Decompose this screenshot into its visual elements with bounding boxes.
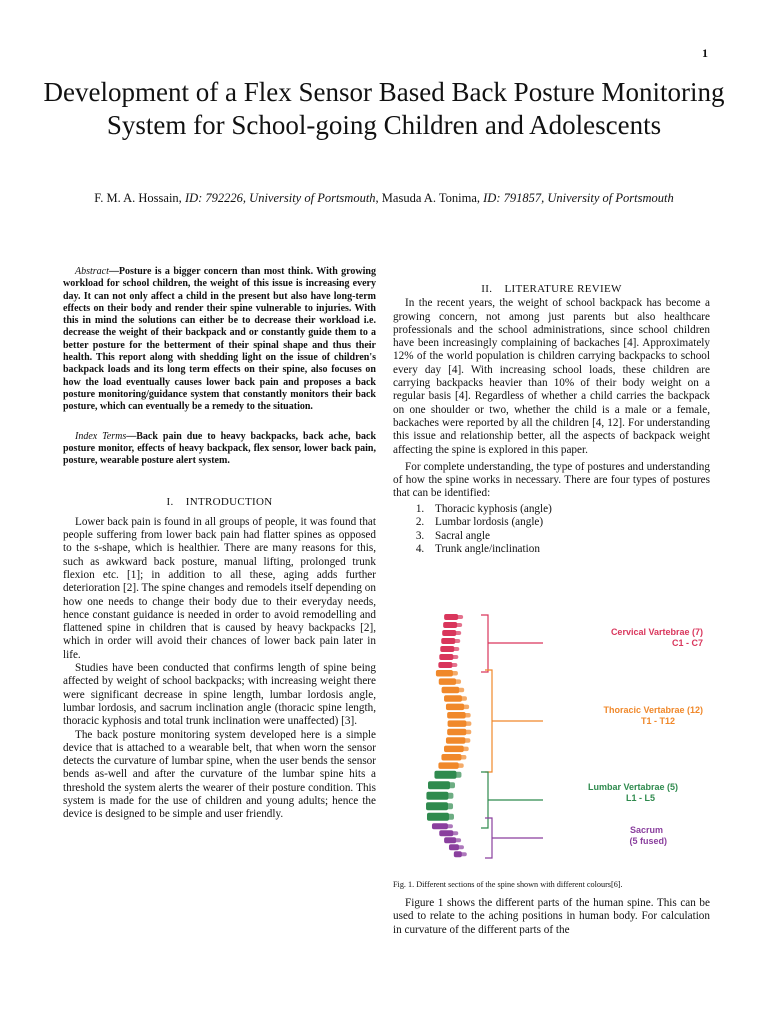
abstract-label: Abstract [75, 266, 109, 277]
vertebra [444, 614, 458, 620]
index-terms-dash: — [126, 430, 137, 442]
figure-caption: Fig. 1. Different sections of the spine shown with different colours[6]. [393, 880, 623, 889]
vertebra-process [462, 747, 469, 752]
vertebra-process [450, 663, 457, 667]
vertebra-process [454, 679, 461, 684]
vertebra [447, 729, 466, 736]
vertebra-process [454, 838, 461, 842]
cervical-bracket [481, 615, 488, 672]
author-line [80, 191, 688, 206]
lumbar-bracket [481, 772, 488, 828]
posture-types-list [393, 503, 710, 557]
vertebra-process [464, 730, 471, 735]
spine-diagram [393, 600, 710, 875]
vertebra [443, 622, 457, 628]
vertebra [439, 830, 453, 836]
vertebra [426, 802, 448, 810]
vertebra [427, 813, 449, 821]
vertebra [441, 754, 461, 761]
left-column [63, 266, 376, 822]
vertebra [439, 678, 456, 685]
vertebra [444, 695, 462, 702]
vertebra-process [456, 615, 463, 619]
intro-paragraph-3: The back posture monitoring system developed here is a simple device that is attached to a wearable belt, that when worn the sensor detects the curvature of lumbar spine, when the user bends the sensor bends as-well and after the curvature of the lumbar spine hits a threshold the system alerts the wearer of their posture condition. This system is made for the use of children and young adults; hence the device is designed to be simple and user friendly. [63, 728, 376, 821]
sacrum-range: (5 fused) [629, 836, 667, 846]
vertebra [441, 638, 455, 644]
list-item: 4. Trunk angle/inclination [427, 543, 710, 557]
cervical-label: Cervical Vartebrae (7) [610, 627, 703, 637]
vertebra [442, 630, 456, 636]
vertebra [444, 746, 464, 753]
vertebrae-group [426, 614, 471, 857]
vertebra-process [451, 831, 458, 835]
intro-paragraph-2: Studies have been conducted that confirms length of spine being affected by weight of school backpacks; with increasing weight there were significant decrease in spine length, lumbar lordosis angle, lumbar lordosis, and sacrum inclination angle (thoracic spine length, thoracic kyphosis and total trunk inclination were unaffected) [3]. [63, 662, 376, 728]
vertebra [448, 720, 467, 727]
vertebra-process [446, 793, 453, 799]
author-separator: , [375, 191, 379, 205]
vertebra-process [448, 782, 455, 788]
right-column [393, 283, 710, 557]
vertebra-process [462, 705, 469, 710]
vertebra-process [460, 696, 467, 701]
vertebra-process [459, 755, 466, 760]
vertebra [432, 823, 448, 829]
intro-paragraph-1: Lower back pain is found in all groups of people, it was found that people suffering from lower back pain had flatter spines as opposed to the s-shape, which is healthier. There are many reasons for this, such as awkward back posture, manual lifting, prolonged trunk flexion etc. [1]; in addition to all these, aging adds further deterioration [2]. The spine changes and remodels itself depending on how one needs to change their body due to their everyday needs, hence constant guidance is needed in order to avoid remodelling and flattened spine in children that is caused by heavy backpacks [2], which in order will avoid their chances of lower back pain later in life. [63, 515, 376, 661]
vertebra [439, 654, 453, 660]
thoracic-range: T1 - T12 [640, 716, 675, 726]
vertebra-process [454, 772, 461, 778]
page-number: 1 [702, 46, 708, 60]
vertebra-process [453, 639, 460, 643]
vertebra-process [447, 814, 454, 820]
vertebra-process [457, 763, 464, 768]
spine-figure [393, 600, 710, 875]
author-1-affiliation: ID: 792226, University of Portsmouth [184, 191, 376, 205]
vertebra-process [463, 738, 470, 743]
vertebra [442, 687, 460, 694]
vertebra [438, 662, 452, 668]
vertebra [428, 781, 450, 789]
vertebra-process [455, 623, 462, 627]
vertebra [436, 670, 453, 677]
vertebra [447, 712, 465, 719]
vertebra [426, 792, 448, 800]
author-1-name: F. M. A. Hossain, [94, 191, 182, 205]
abstract [63, 266, 376, 414]
sacrum-label: Sacrum [629, 825, 663, 835]
section-heading-literature-review: II. LITERATURE REVIEW [481, 283, 622, 295]
vertebra [438, 762, 458, 769]
figure-discussion-paragraph: Figure 1 shows the different parts of the human spine. This can be used to relate to the aching positions in human body. For calculation in curvature of the different parts of the [393, 897, 710, 936]
thoracic-label: Thoracic Vertabrae (12) [603, 705, 703, 715]
index-terms-text: Back pain due to heavy backpacks, back ache, back posture monitor, effects of heavy backpack, flex sensor, lower back pain, posture, wearable posture alert system. [63, 430, 376, 467]
vertebra-process [457, 845, 464, 849]
cervical-range: C1 - C7 [671, 638, 703, 648]
vertebra-process [446, 803, 453, 809]
abstract-dash: — [108, 266, 119, 277]
vertebra [440, 646, 454, 652]
author-2-name: Masuda A. Tonima, [381, 191, 480, 205]
right-column-continued [393, 897, 710, 937]
list-item: 1. Thoracic kyphosis (angle) [427, 503, 710, 517]
vertebra-process [464, 713, 471, 718]
vertebra-process [464, 721, 471, 726]
paper-title: Development of a Flex Sensor Based Back Posture Monitoring System for School-going Children and Adolescents [43, 77, 725, 140]
vertebra [446, 704, 464, 711]
index-terms-label: Index Terms [75, 430, 127, 442]
lumbar-label: Lumbar Vertabrae (5) [587, 782, 678, 792]
lit-paragraph-2: For complete understanding, the type of postures and understanding of how the spine works in necessary. There are four types of postures that can be identified: [393, 460, 710, 500]
section-heading-introduction: I. INTRODUCTION [166, 496, 273, 509]
index-terms [63, 431, 376, 468]
lit-paragraph-1: In the recent years, the weight of school backpack has become a growing concern, not among just parents but also healthcare professionals and the school administrations, since school children have been increasingly complaining of backaches [4]. Approximately 12% of the world population is children carrying backpacks to school every day [4]. With increasing school loads, these children are carrying backpacks heavier than 10% of their body weight on a regular basis [4]. Regardless of whether a child carries the backpack on one shoulder or two, whether the child is a male or a female, backaches were reported by all the children [4, 12]. For understanding this issue and relationship better, all the aspects of backpack weight affecting the spine is explored in this paper. [393, 297, 710, 456]
vertebra-process [460, 852, 467, 856]
lumbar-range: L1 - L5 [625, 793, 655, 803]
abstract-text: Posture is a bigger concern than most think. With growing workload for school children, the weight of this issue is increasing every day. It can not only affect a child in the present but also have long-term effects on their body and render their spine vulnerable to injuries. With this in mind the solutions can either be to decrease their workload i.e. decrease the weight of their backpack and or constantly guide them to a better posture for the betterment of their spinal shape and thus their health. This report along with shedding light on the issue of children's backpack loads and its long term effects on their spine, also focuses on how the load eventually causes lower back pain and proposes a back posture monitoring/guidance system that constantly monitors their back posture, which can eventually be a remedy to the situation. [63, 266, 376, 413]
list-item: 2. Lumbar lordosis (angle) [427, 516, 710, 530]
vertebra-process [457, 688, 464, 693]
vertebra-process [454, 631, 461, 635]
author-2-affiliation: ID: 791857, University of Portsmouth [483, 191, 674, 205]
vertebra-process [451, 671, 458, 676]
vertebra [434, 771, 456, 779]
thoracic-bracket [485, 670, 492, 772]
vertebra-process [451, 655, 458, 659]
vertebra [446, 737, 465, 744]
vertebra-process [452, 647, 459, 651]
list-item: 3. Sacral angle [427, 530, 710, 544]
vertebra-process [446, 824, 453, 828]
